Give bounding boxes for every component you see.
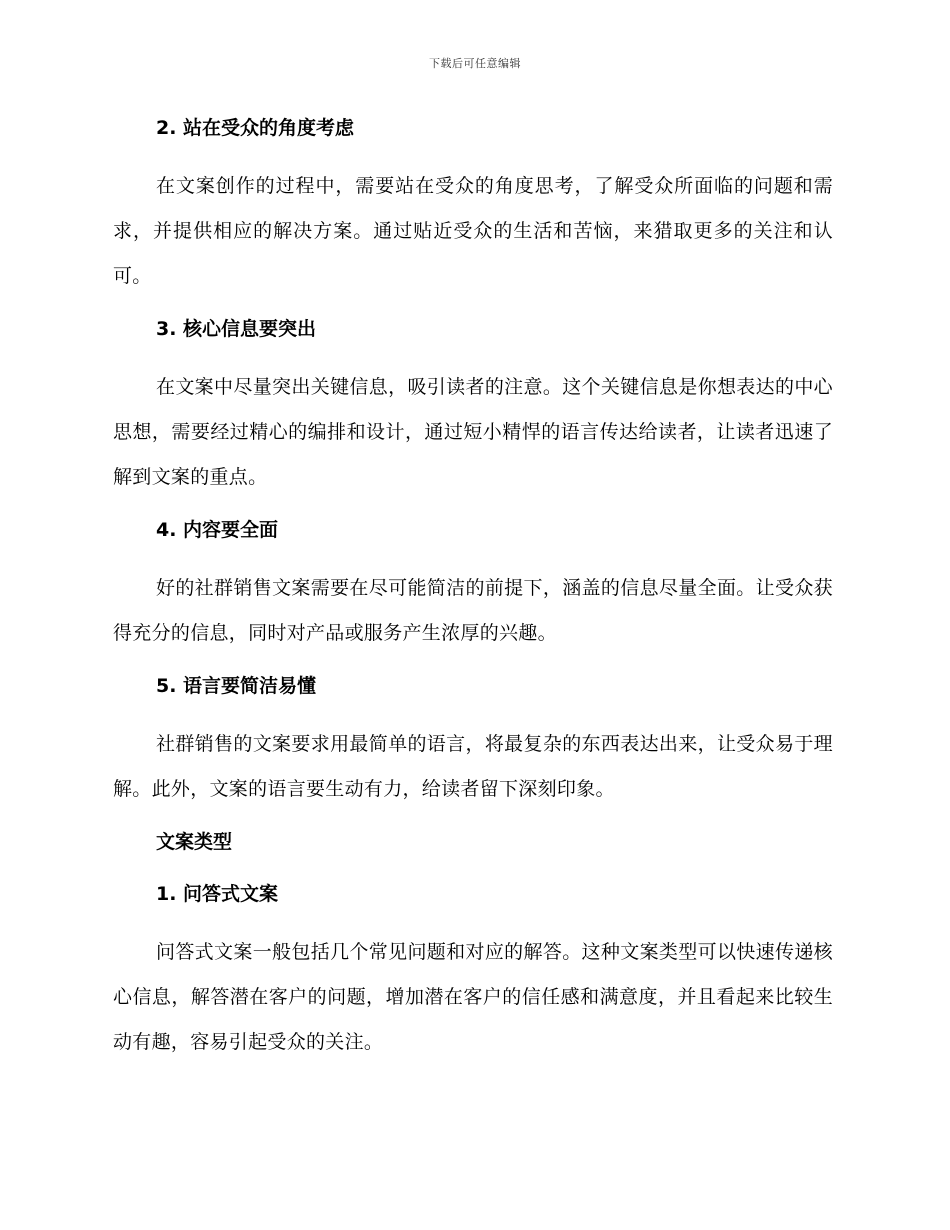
section-paragraph: 好的社群销售文案需要在尽可能简洁的前提下，涵盖的信息尽量全面。让受众获得充分的信息，同时对产品或服务产生浓厚的兴趣。 bbox=[113, 577, 833, 644]
section-heading: 3. 核心信息要突出 bbox=[156, 318, 317, 340]
types-heading: 文案类型 bbox=[156, 831, 233, 853]
document-body bbox=[113, 112, 833, 1079]
section-paragraph: 在文案中尽量突出关键信息，吸引读者的注意。这个关键信息是你想表达的中心思想，需要经过精心的编排和设计，通过短小精悍的语言传达给读者，让读者迅速了解到文案的重点。 bbox=[113, 376, 833, 488]
header-note: 下载后可任意编辑 bbox=[429, 57, 521, 70]
section-paragraph: 在文案创作的过程中，需要站在受众的角度思考，了解受众所面临的问题和需求，并提供相应的解决方案。通过贴近受众的生活和苦恼，来猎取更多的关注和认可。 bbox=[113, 175, 833, 287]
section-paragraph: 社群销售的文案要求用最简单的语言，将最复杂的东西表达出来，让受众易于理解。此外，文案的语言要生动有力，给读者留下深刻印象。 bbox=[113, 733, 833, 800]
section-heading: 5. 语言要简洁易懂 bbox=[156, 675, 317, 697]
type-paragraph: 问答式文案一般包括几个常见问题和对应的解答。这种文案类型可以快速传递核心信息，解答潜在客户的问题，增加潜在客户的信任感和满意度，并且看起来比较生动有趣，容易引起受众的关注。 bbox=[113, 941, 833, 1053]
section-heading: 4. 内容要全面 bbox=[156, 519, 279, 541]
section-heading: 2. 站在受众的角度考虑 bbox=[156, 117, 355, 139]
type-heading: 1. 问答式文案 bbox=[156, 883, 279, 905]
